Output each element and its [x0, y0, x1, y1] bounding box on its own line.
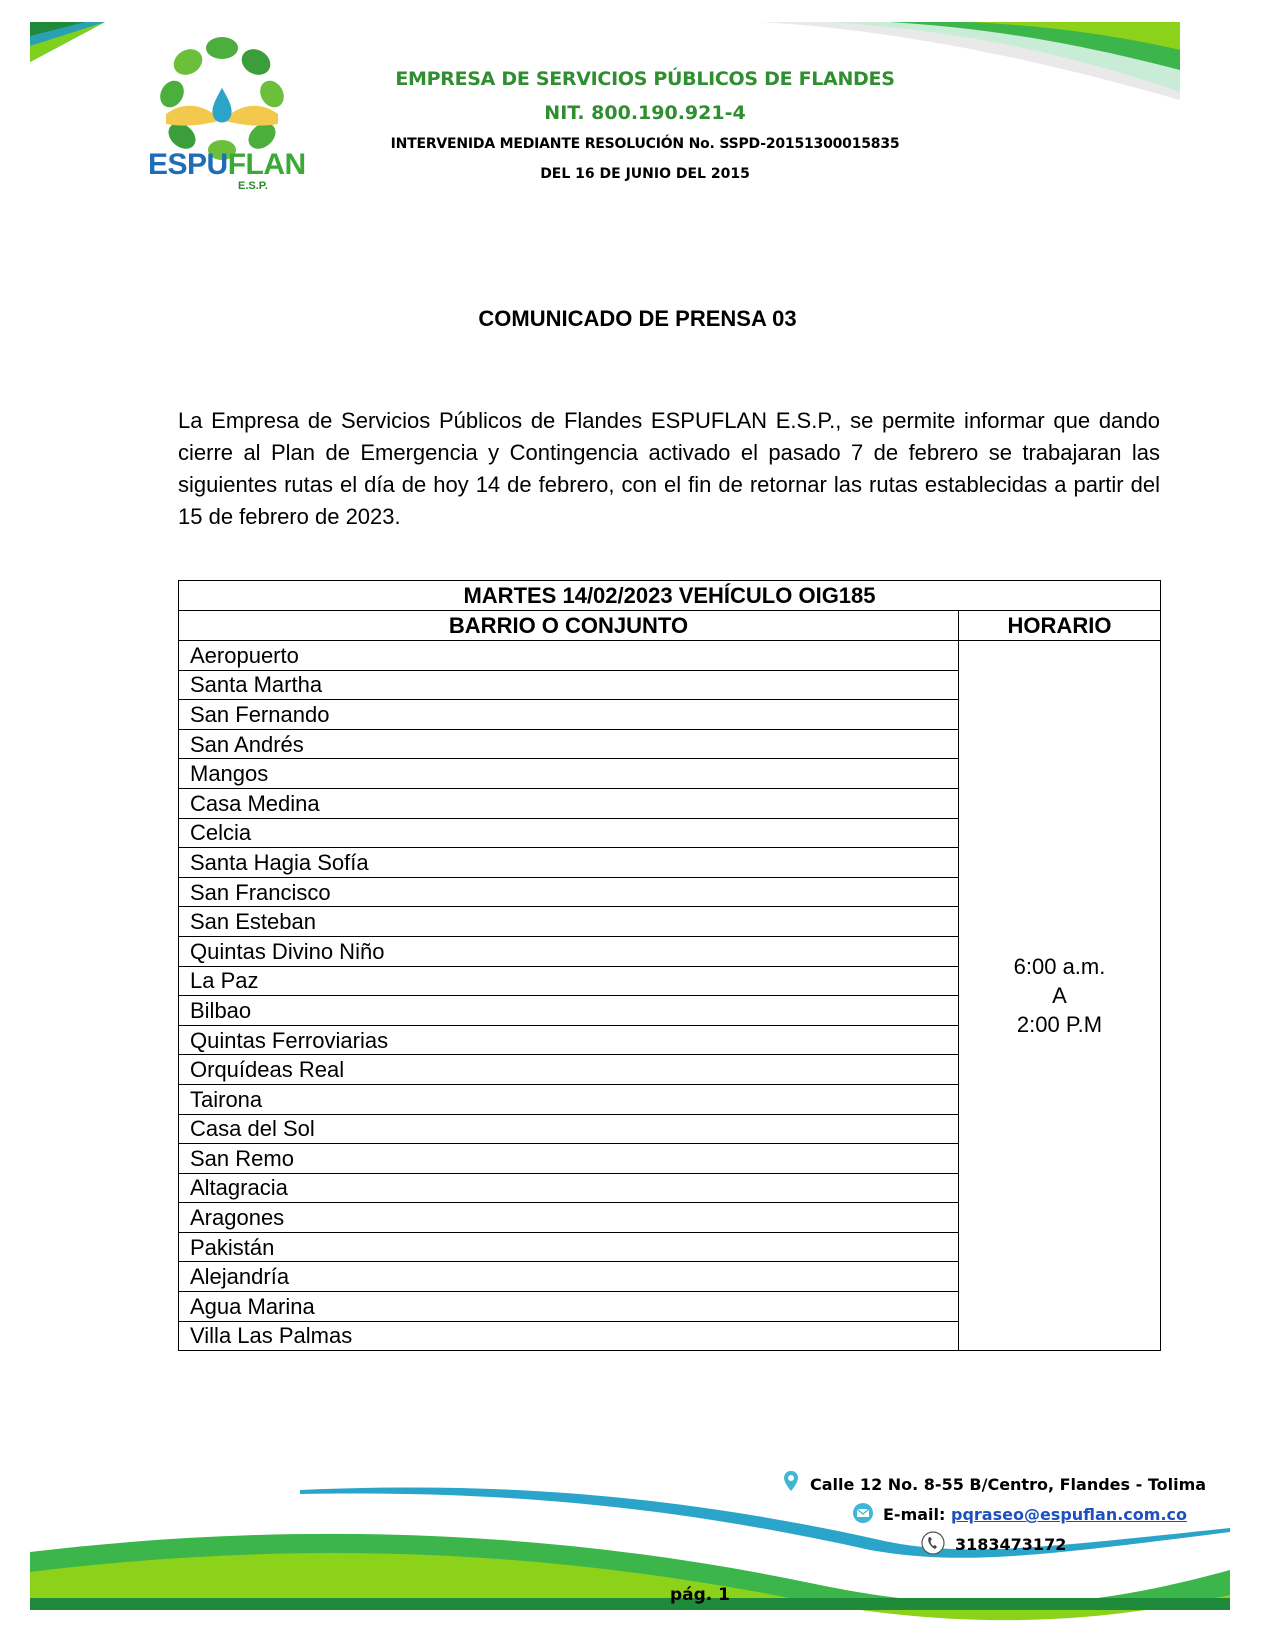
footer-email-line: [883, 1505, 1187, 1524]
company-name: EMPRESA DE SERVICIOS PÚBLICOS DE FLANDES: [395, 68, 895, 90]
barrio-cell: Orquídeas Real: [179, 1055, 959, 1085]
table-title: MARTES 14/02/2023 VEHÍCULO OIG185: [179, 581, 1161, 611]
horario-line: A: [1052, 983, 1067, 1009]
barrio-cell: Santa Martha: [179, 670, 959, 700]
intro-paragraph: La Empresa de Servicios Públicos de Flandes ESPUFLAN E.S.P., se permite informar que dando cierre al Plan de Emergencia y Contingencia activado el pasado 7 de febrero se trabajaran las siguientes rutas el día de hoy 14 de febrero, con el fin de retornar las rutas establecidas a partir del 15 de febrero de 2023.: [178, 408, 1160, 529]
resolution-line: INTERVENIDA MEDIANTE RESOLUCIÓN No. SSPD-20151300015835: [390, 136, 900, 152]
company-nit: NIT. 800.190.921-4: [544, 102, 746, 124]
horario-line: 6:00 a.m.: [1013, 954, 1106, 980]
barrio-cell: Santa Hagia Sofía: [179, 848, 959, 878]
barrio-cell: San Andrés: [179, 729, 959, 759]
table-header-row: [179, 611, 1161, 641]
barrio-cell: Celcia: [179, 818, 959, 848]
location-pin-icon: [783, 1470, 799, 1492]
col-header-horario: HORARIO: [959, 611, 1161, 641]
barrio-cell: Casa Medina: [179, 788, 959, 818]
barrio-cell: San Esteban: [179, 907, 959, 937]
email-label: E-mail:: [883, 1505, 946, 1524]
routes-table: [178, 580, 1161, 1351]
logo-word-flan: FLAN: [227, 148, 306, 181]
barrio-cell: Pakistán: [179, 1232, 959, 1262]
email-icon: [852, 1502, 874, 1524]
resolution-date: DEL 16 DE JUNIO DEL 2015: [540, 166, 750, 182]
horario-cell: [959, 641, 1161, 1351]
barrio-cell: Agua Marina: [179, 1292, 959, 1322]
barrio-cell: Aragones: [179, 1203, 959, 1233]
barrio-cell: San Fernando: [179, 700, 959, 730]
document-title: COMUNICADO DE PRENSA 03: [478, 306, 797, 331]
barrio-cell: Tairona: [179, 1084, 959, 1114]
barrio-cell: La Paz: [179, 966, 959, 996]
logo-word-espu: ESPU: [148, 148, 228, 181]
barrio-cell: Aeropuerto: [179, 641, 959, 671]
barrio-cell: Quintas Ferroviarias: [179, 1025, 959, 1055]
barrio-cell: Casa del Sol: [179, 1114, 959, 1144]
phone-icon: [920, 1530, 946, 1556]
barrio-cell: Villa Las Palmas: [179, 1321, 959, 1351]
table-row: [179, 641, 1161, 671]
email-link[interactable]: pqraseo@espuflan.com.co: [950, 1505, 1187, 1524]
col-header-barrio: BARRIO O CONJUNTO: [179, 611, 959, 641]
barrio-cell: Bilbao: [179, 996, 959, 1026]
horario-line: 2:00 P.M: [1016, 1012, 1103, 1038]
logo-wordmark: [148, 150, 306, 180]
footer-address: Calle 12 No. 8-55 B/Centro, Flandes - Tolima: [810, 1475, 1207, 1494]
barrio-cell: Quintas Divino Niño: [179, 936, 959, 966]
footer-phone: 3183473172: [955, 1535, 1067, 1554]
barrio-cell: Altagracia: [179, 1173, 959, 1203]
logo-sub: E.S.P.: [238, 180, 268, 192]
page-number: pág. 1: [669, 1585, 730, 1605]
barrio-cell: Mangos: [179, 759, 959, 789]
barrio-cell: Alejandría: [179, 1262, 959, 1292]
barrio-cell: San Remo: [179, 1144, 959, 1174]
table-title-row: [179, 581, 1161, 611]
barrio-cell: San Francisco: [179, 877, 959, 907]
